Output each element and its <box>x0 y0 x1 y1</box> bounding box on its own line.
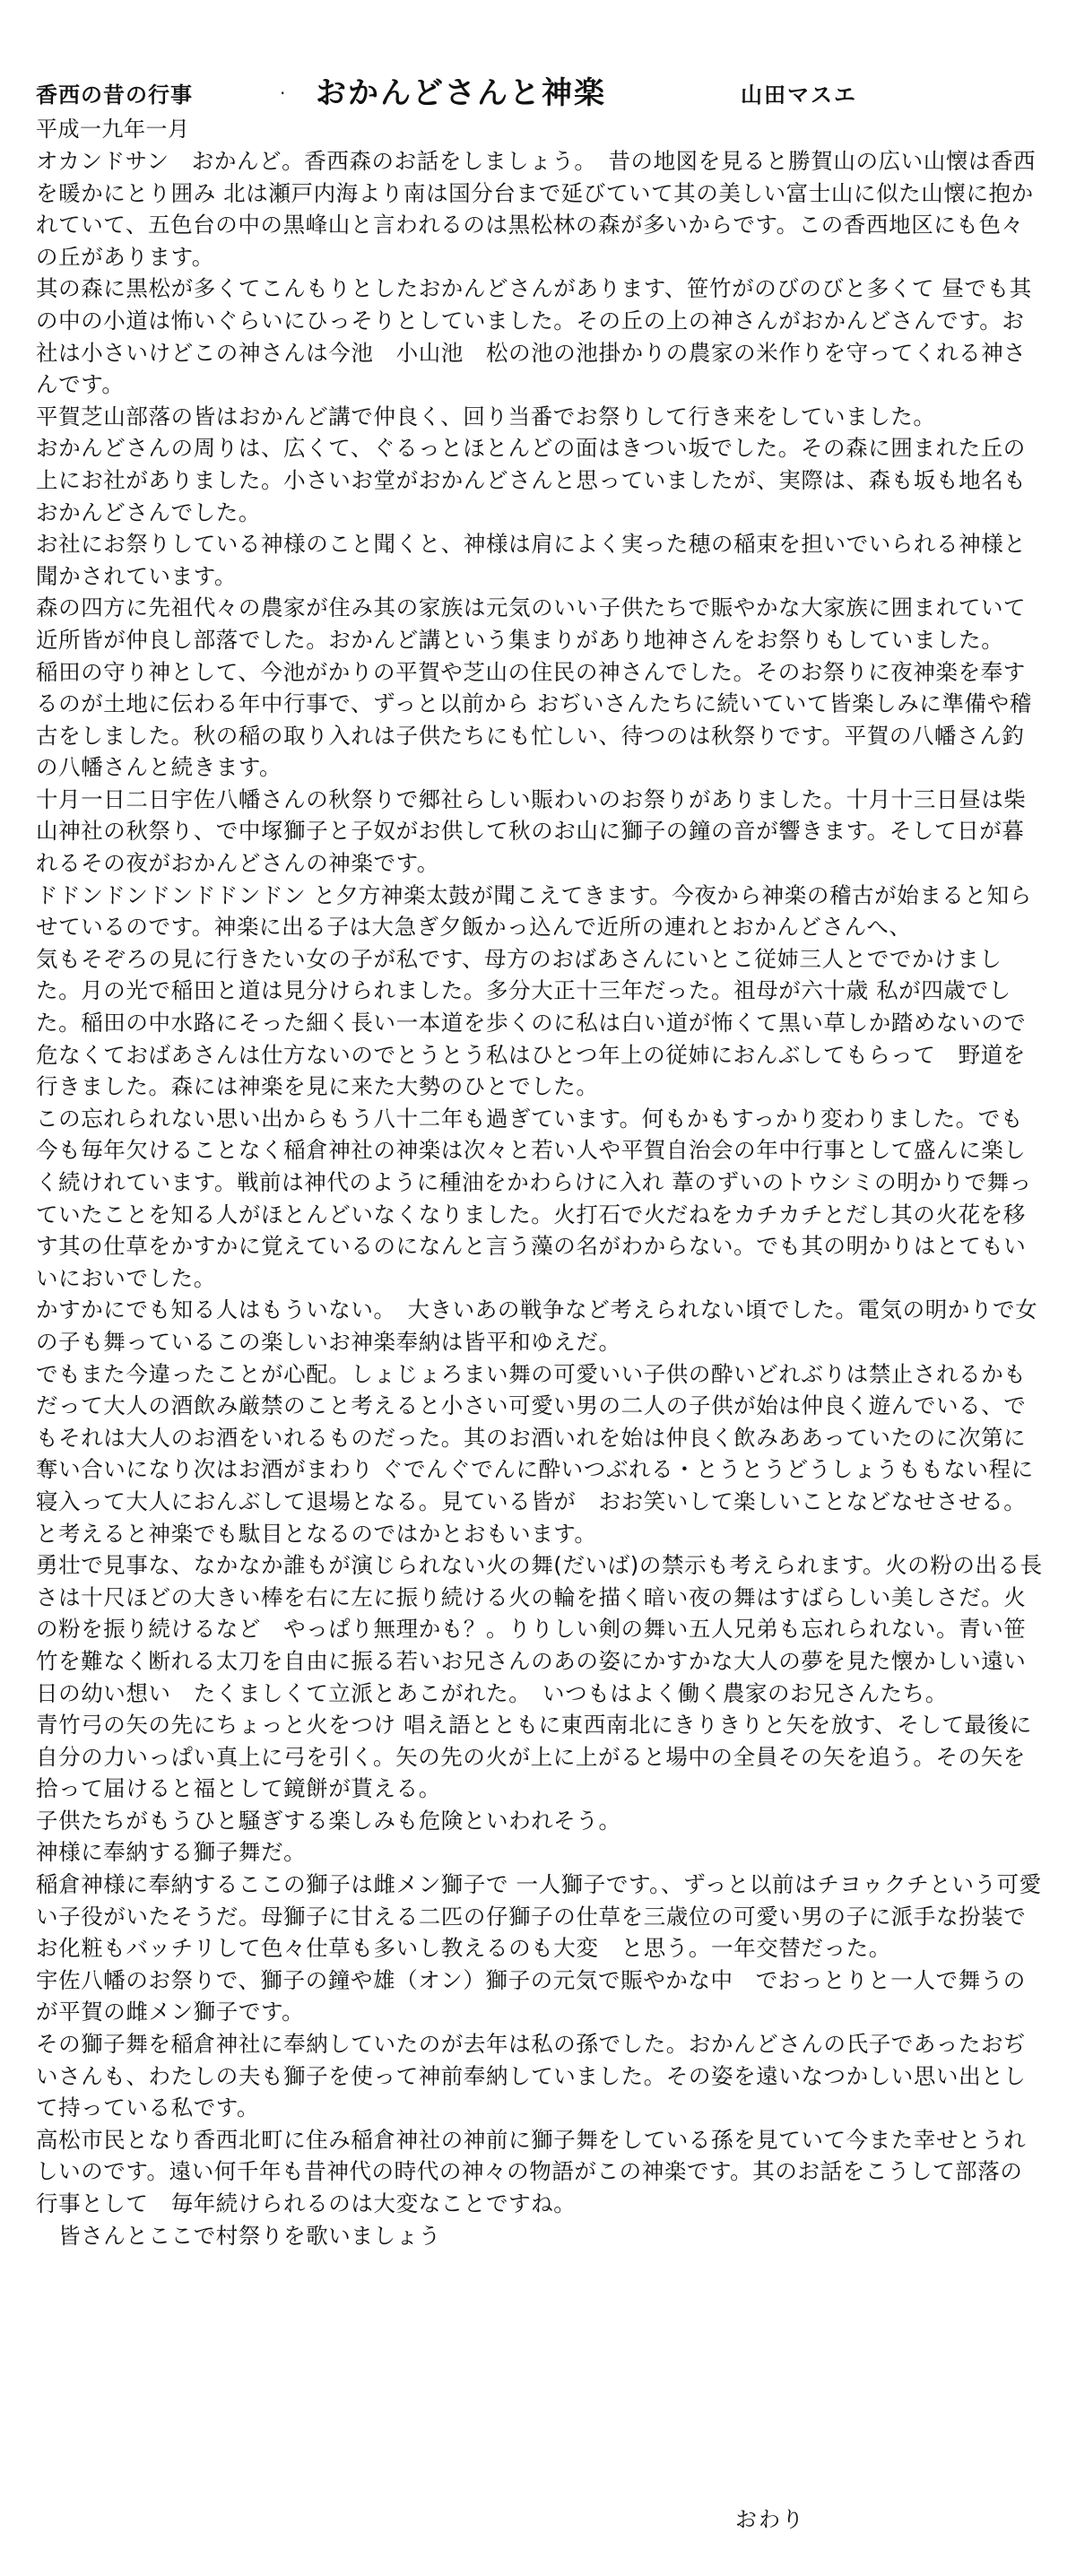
paragraph: オカンドサン おかんど。香西森のお話をしましょう。 昔の地図を見ると勝賀山の広い山懐は香西を暖かにとり囲み 北は瀬戸内海より南は国分台まで延びていて其の美しい富士山に似た山懐に抱かれていて、五色台の中の黒峰山と言われるのは黒松林の森が多いからです。この香西地区にも色々の丘があります。 <box>36 148 1037 270</box>
paragraph: 勇壮で見事な、なかなか誰もが演じられない火の舞(だいば)の禁示も考えられます。火の粉の出る長さは十尺ほどの大きい棒を右に左に振り続ける火の輪を描く暗い夜の舞はすばらしい美しさだ。火の粉を振り続けるなど やっぱり無理かも？。りりしい剣の舞い五人兄弟も忘れられない。青い笹竹を難なく断れる太刀を自由に振る若いお兄さんのあの姿にかすかな大人の夢を見た懐かしい遠い日の幼い想い たくましくて立派とあこがれた。 いつもはよく働く農家のお兄さんたち。 <box>36 1552 1043 1706</box>
document-header <box>36 68 1045 113</box>
series-label: 香西の昔の行事 <box>36 82 193 108</box>
paragraph: 青竹弓の矢の先にちょっと火をつけ 唱え語とともに東西南北にきりきりと矢を放す、そして最後に自分の力いっぱい真上に弓を引く。矢の先の火が上に上がると場中の全員その矢を追う。その矢を拾って届けると福として鏡餅が貰える。 <box>36 1712 1032 1802</box>
paragraph: 高松市民となり香西北町に住み稲倉神社の神前に獅子舞をしている孫を見ていて今また幸せとうれしいのです。遠い何千年も昔神代の時代の神々の物語がこの神楽です。其のお話をこうして部落の行事として 毎年続けられるのは大変なことですね。 <box>36 2126 1027 2216</box>
author-name: 山田マスエ <box>741 82 857 108</box>
paragraph: その獅子舞を稲倉神社に奉納していたのが去年は私の孫でした。おかんどさんの氏子であったおぢいさんも、わたしの夫も獅子を使って神前奉納していました。その姿を遠いなつかしい思い出として持っている私です。 <box>36 2031 1027 2121</box>
separator-dot: · <box>280 82 286 104</box>
document-title: おかんどさんと神楽 <box>316 75 606 111</box>
paragraph: 子供たちがもうひと騒ぎする楽しみも危険といわれそう。 <box>36 1807 621 1834</box>
paragraph: 宇佐八幡のお祭りで、獅子の鐘や雄（オン）獅子の元気で賑やかな中 でおっとりと一人で舞うのが平賀の雌メン獅子です。 <box>36 1966 1026 2025</box>
paragraph: この忘れられない思い出からもう八十二年も過ぎています。何もかもすっかり変わりました。でも今も毎年欠けることなく稲倉神社の神楽は次々と若い人や平賀自治会の年中行事として盛んに楽しく続けれています。戦前は神代のように種油をかわらけに入れ 葦のずいのトウシミの明かりで舞っていたことを知る人がほとんどいなくなりました。火打石で火だねをカチカチとだし其の火花を移す其の仕草をかすかに覚えているのになんと言う藻の名がわからない。でも其の明かりはとてもいいにおいでした。 <box>36 1105 1032 1291</box>
document-body <box>36 145 1049 2251</box>
paragraph: お社にお祭りしている神様のこと聞くと、神様は肩によく実った穂の稲束を担いでいられる神様と聞かされています。 <box>36 531 1027 589</box>
paragraph: かすかにでも知る人はもういない。 大きいあの戦争など考えられない頃でした。電気の明かりで女の子も舞っているこの楽しいお神楽奉納は皆平和ゆえだ。 <box>36 1297 1038 1355</box>
document <box>36 68 1049 2251</box>
paragraph: 神様に奉納する獅子舞だ。 <box>36 1839 307 1866</box>
paragraph: 森の四方に先祖代々の農家が住み其の家族は元気のいい子供たちで賑やかな大家族に囲まれていて近所皆が仲良し部落でした。おかんど講という集まりがあり地神さんをお祭りもしていました。 <box>36 594 1027 653</box>
document-date: 平成一九年一月 <box>36 117 190 142</box>
paragraph: ドドンドンドンドドンドン と夕方神楽太鼓が聞こえてきます。今夜から神楽の稽古が始まると知らせているのです。神楽に出る子は大急ぎ夕飯かっ込んで近所の連れとおかんどさんへ、 <box>36 881 1032 941</box>
paragraph: 十月一日二日宇佐八幡さんの秋祭りで郷社らしい賑わいのお祭りがありました。十月十三日昼は柴山神社の秋祭り、で中塚獅子と子奴がお供して秋のお山に獅子の鐘の音が響きます。そして日が暮れるその夜がおかんどさんの神楽です。 <box>36 785 1027 877</box>
paragraph: おかんどさんの周りは、広くて、ぐるっとほとんどの面はきつい坂でした。その森に囲まれた丘の上にお社がありました。小さいお堂がおかんどさんと思っていましたが、実際は、森も坂も地名もおかんどさんでした。 <box>36 435 1027 525</box>
paragraph: 稲田の守り神として、今池がかりの平賀や芝山の住民の神さんでした。そのお祭りに夜神楽を奉するのが土地に伝わる年中行事で、ずっと以前から おぢいさんたちに続いていて皆楽しみに準備や稽古をしました。秋の稲の取り入れは子供たちにも忙しい、待つのは秋祭りです。平賀の八幡さん釣の八幡さんと続きます。 <box>36 658 1032 781</box>
paragraph: 其の森に黒松が多くてこんもりとしたおかんどさんがあります、笹竹がのびのびと多くて 昼でも其の中の小道は怖いぐらいにひっそりとしていました。その丘の上の神さんがおかんどさんです。お社は小さいけどこの神さんは今池 小山池 松の池の池掛かりの農家の米作りを守ってくれる神さんです。 <box>36 275 1032 398</box>
closing-text: おわり <box>735 2507 805 2532</box>
paragraph: でもまた今違ったことが心配。しょじょろまい舞の可愛いい子供の酔いどれぶりは禁止されるかも だって大人の酒飲み厳禁のこと考えると小さい可愛い男の二人の子供が始は仲良く遊んでいる、でもそれは大人のお酒をいれるものだった。其のお酒いれを始は仲良く飲みああっていたのに次第に奪い合いになり次はお酒がまわり ぐでんぐでんに酔いつぶれる・とうとうどうしょうももない程に寝入って大人におんぶして退場となる。見ている皆が おお笑いして楽しいことなどなせさせる。と考えると神楽でも駄目となるのではかとおもいます。 <box>36 1360 1049 1547</box>
paragraph: 稲倉神様に奉納するここの獅子は雌メン獅子で 一人獅子です。、ずっと以前はチヨゥクチという可愛い子役がいたそうだ。母獅子に甘える二匹の仔獅子の仕草を三歳位の可愛い男の子に派手な扮装でお化粧もバッチリして色々仕草も多いし教えるのも大変 と思う。一年交替だった。 <box>36 1871 1042 1962</box>
paragraph: 皆さんとここで村祭りを歌いましょう <box>36 2222 441 2249</box>
paragraph: 平賀芝山部落の皆はおかんど講で仲良く、回り当番でお祭りして行き来をしていました。 <box>36 403 936 429</box>
paragraph: 気もそぞろの見に行きたい女の子が私です、母方のおばあさんにいとこ従姉三人とででかけました。月の光で稲田と道は見分けられました。多分大正十三年だった。祖母が六十歳 私が四歳でした。稲田の中水路にそった細く長い一本道を歩くのに私は白い道が怖くて黒い草しか踏めないので危なくておばあさんは仕方ないのでとうとう私はひとつ年上の従姉におんぶしてもらって 野道を行きました。森には神楽を見に来た大勢のひとでした。 <box>36 945 1027 1100</box>
